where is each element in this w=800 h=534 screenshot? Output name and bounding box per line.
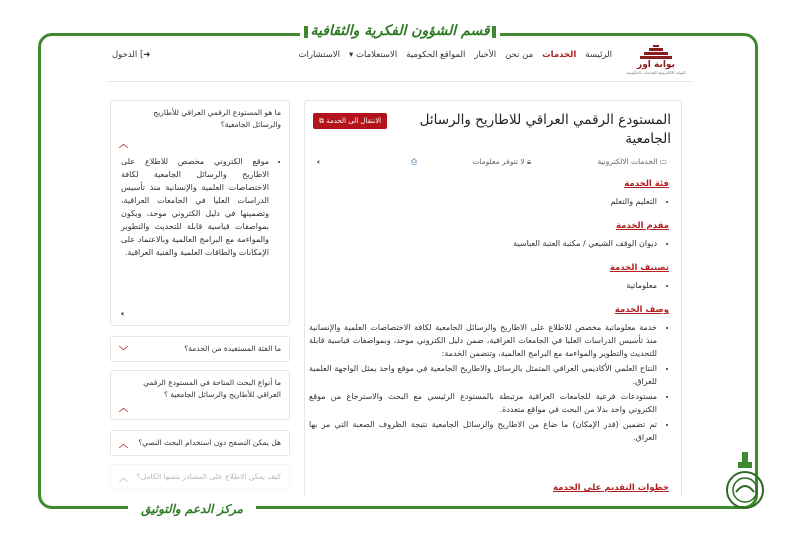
chevron-up-icon: ︿ bbox=[119, 404, 129, 414]
nav-services[interactable]: الخدمات bbox=[542, 50, 577, 60]
nav-home[interactable]: الرئيسة bbox=[585, 50, 612, 60]
nav-inquiries-label: الاستعلامات bbox=[356, 50, 398, 60]
chevron-up-icon: ︿ bbox=[119, 140, 129, 150]
service-title: المستودع الرقمي العراقي للاطاريح والرسائل الجامعية bbox=[419, 112, 671, 147]
monitor-icon: ▭ bbox=[659, 157, 667, 166]
faq-item-expanded[interactable] bbox=[110, 100, 290, 326]
meta-info-text: لا تتوفر معلومات bbox=[472, 157, 525, 166]
nav-inquiries[interactable] bbox=[349, 50, 397, 60]
category-value: • التعليم والتعلم bbox=[309, 195, 657, 208]
classification-value: • معلوماتية bbox=[309, 279, 657, 292]
bottom-banner bbox=[128, 494, 256, 524]
meta-service-type bbox=[597, 157, 667, 166]
go-to-service-label: الانتقال الى الخدمة bbox=[326, 117, 382, 125]
chevron-up-icon: ︿ bbox=[119, 440, 129, 450]
ur-portal-logo[interactable] bbox=[626, 44, 686, 78]
faq-item[interactable] bbox=[110, 370, 290, 420]
meta-info bbox=[472, 157, 531, 167]
provider-value: • ديوان الوقف الشيعي / مكتبة العتبة العباسية bbox=[309, 237, 657, 250]
nav-government-sites[interactable]: المواقع الحكومية bbox=[406, 50, 466, 60]
main-nav bbox=[298, 50, 612, 60]
chevron-down-icon: ﹀ bbox=[119, 347, 129, 357]
description-title: وصف الخدمة bbox=[614, 305, 669, 315]
print-icon[interactable]: ⎙ bbox=[411, 157, 417, 166]
go-to-service-button[interactable] bbox=[313, 113, 387, 129]
lock-icon: 🔒︎ bbox=[527, 157, 531, 166]
brand-tagline: البوابة الالكترونية للخدمات الحكومية bbox=[626, 70, 686, 75]
faq-item[interactable] bbox=[110, 430, 290, 456]
faq-answer-text: • موقع الكتروني مخصص للاطلاع على الاطاريح والرسائل الجامعية لكافة الاختصاصات العلمية والإنسانية منذ تأسيس الدراسات العليا في الجامعات العراقية، وتضمينها في دليل الكتروني موحد، ويكون بمواصفات قياسية قابلة للتحديث والتطوير والمواءمة مع البرامج العالمية وبالاعتماد على الإمكانات والطاقات العلمية والفنية العراقية. bbox=[121, 155, 269, 259]
external-link-icon: ⧉ bbox=[319, 117, 324, 125]
speaker-icon[interactable]: 🔈︎ bbox=[121, 309, 126, 318]
faq-question: هل يمكن التصفح دون استخدام البحث النصي؟ bbox=[138, 438, 281, 447]
description-item: • تم تضمين (قدر الإمكان) ما ضاع من الاطاريح والرسائل الجامعية نتيجة الظروف الصعبة التي مر بها العراق. bbox=[309, 418, 657, 444]
faq-item[interactable] bbox=[110, 336, 290, 362]
provider-list bbox=[309, 237, 669, 252]
faq-answer bbox=[111, 147, 289, 259]
description-item: • النتاج العلمي الأكاديمي العراقي المتمثل بالرسائل والاطاريح الجامعية في موقع واحد يمثل الواجهة العلمية للعراق. bbox=[309, 362, 657, 388]
service-details-card bbox=[304, 100, 682, 496]
steps-title: خطوات التقديم على الخدمة bbox=[553, 483, 669, 493]
ziggurat-icon bbox=[638, 44, 674, 60]
faq-question: ما هو المستودع الرقمي العراقي للأطاريح والرسائل الجامعية؟ bbox=[153, 108, 281, 129]
nav-news[interactable]: الأخبار bbox=[474, 50, 497, 60]
classification-list bbox=[309, 279, 669, 294]
brand-name: بوابة اور bbox=[637, 60, 675, 70]
shrine-seal-logo bbox=[722, 452, 768, 512]
faq-question: ما أنواع البحث المتاحة في المستودع الرقمي العراقي للأطاريح والرسائل الجامعية ؟ bbox=[143, 378, 281, 399]
description-item: • مستودعات فرعية للجامعات العراقية مرتبطة بالمستودع الرئيسي مع البحث والاسترجاع من موقع الكتروني واحد بدلا من البحث في مواقع متعددة. bbox=[309, 390, 657, 416]
login-link[interactable] bbox=[112, 50, 150, 60]
caret-down-icon: ▾ bbox=[349, 50, 354, 60]
classification-title: تصنيف الخدمة bbox=[609, 263, 669, 273]
chevron-up-icon: ︿ bbox=[119, 474, 129, 484]
top-banner-text: قسم الشؤون الفكرية والثقافية bbox=[310, 23, 490, 39]
faq-question: ما الفئة المستفيدة من الخدمة؟ bbox=[184, 344, 281, 353]
provider-title: مقدم الخدمة bbox=[615, 221, 669, 231]
sign-in-icon: ➜] bbox=[139, 50, 151, 60]
service-page bbox=[108, 40, 692, 496]
nav-consultations[interactable]: الاستشارات bbox=[298, 50, 341, 60]
category-title: فئة الخدمة bbox=[624, 179, 669, 189]
description-list bbox=[309, 321, 669, 446]
faq-item[interactable] bbox=[110, 464, 290, 490]
bottom-banner-text: مركز الدعم والتوثيق bbox=[141, 502, 243, 516]
nav-about[interactable]: من نحن bbox=[505, 50, 534, 60]
speaker-icon[interactable]: 🔈︎ bbox=[317, 157, 322, 166]
meta-service-type-text: الخدمات الالكترونية bbox=[597, 157, 658, 166]
category-list bbox=[309, 195, 669, 210]
description-item: • خدمة معلوماتية مخصص للاطلاع على الاطاريح والرسائل الجامعية لكافة الاختصاصات العلمية والإنسانية منذ تأسيس الدراسات العليا في الجامعات العراقية، ضمن دليل الكتروني موحد، وبمواصفات قياسية قابلة للتحديث والتطوير والمواءمة مع البرامج العالمية، وتتضمن الخدمة: bbox=[309, 321, 657, 360]
top-navbar bbox=[108, 40, 692, 82]
login-label: الدخول bbox=[112, 50, 138, 60]
faq-question: كيف يمكن الاطلاع على المصادر بنصها الكامل؟ bbox=[136, 472, 281, 481]
